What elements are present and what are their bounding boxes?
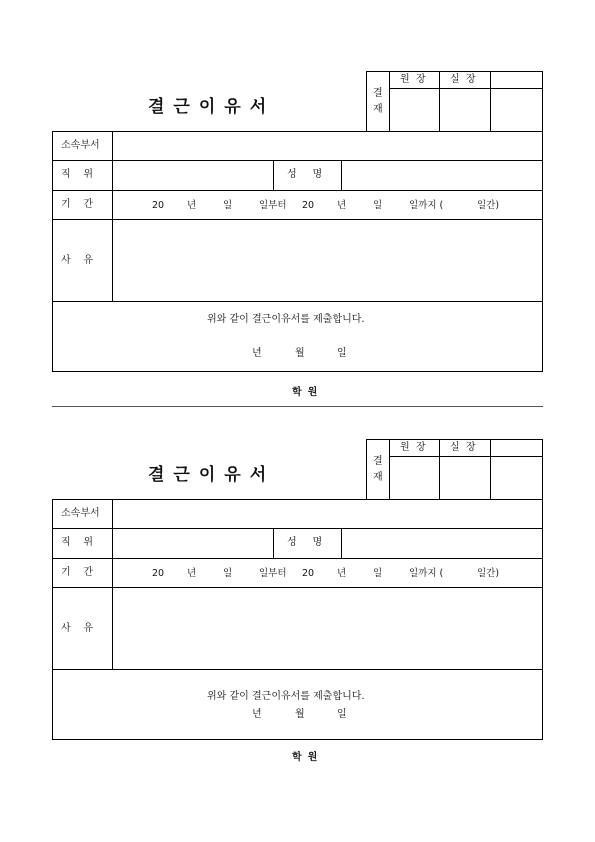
approval-left-border xyxy=(366,71,367,131)
approval-label-jae: 재 xyxy=(373,104,383,115)
date-wol: 월 xyxy=(295,348,305,359)
sign-box-manager[interactable] xyxy=(440,457,490,499)
approval-top-border xyxy=(366,439,543,440)
date-nyeon: 년 xyxy=(252,709,262,720)
label-position: 직 위 xyxy=(61,537,94,548)
period-year-1: 20 xyxy=(152,200,165,211)
label-department: 소속부서 xyxy=(61,508,100,519)
sign-box-extra[interactable] xyxy=(491,89,543,131)
absence-form-2 xyxy=(52,439,543,769)
absence-form-1 xyxy=(52,71,543,401)
date-wol: 월 xyxy=(295,709,305,720)
period-nyeon-1: 년 xyxy=(187,568,197,579)
date-nyeon: 년 xyxy=(252,348,262,359)
period-ilkkaji: 일까지 ( xyxy=(409,200,444,211)
date-il: 일 xyxy=(337,709,347,720)
name-divider xyxy=(273,528,274,558)
period-ilgan: 일간) xyxy=(477,568,500,579)
label-reason: 사 유 xyxy=(61,623,94,634)
name-field[interactable] xyxy=(342,161,542,190)
table-left-border xyxy=(52,499,53,740)
approval-label-gyeol: 결 xyxy=(373,456,383,467)
label-period: 기 간 xyxy=(61,567,94,578)
label-reason: 사 유 xyxy=(61,255,94,266)
period-year-2: 20 xyxy=(302,200,315,211)
reason-field[interactable] xyxy=(113,220,542,301)
approval-header-manager: 실 장 xyxy=(450,442,476,453)
sign-box-manager[interactable] xyxy=(440,89,490,131)
position-field[interactable] xyxy=(113,529,273,558)
reason-field[interactable] xyxy=(113,588,542,669)
period-ilbuteo: 일부터 xyxy=(259,568,287,579)
label-position: 직 위 xyxy=(61,169,94,180)
label-name: 성 명 xyxy=(287,537,323,548)
period-ilbuteo: 일부터 xyxy=(259,200,287,211)
table-right-border xyxy=(542,71,543,372)
row-line xyxy=(52,669,543,670)
period-il-2: 일 xyxy=(373,200,383,211)
form-title: 결근이유서 xyxy=(148,465,276,485)
approval-top-border xyxy=(366,71,543,72)
row-line xyxy=(52,301,543,302)
approval-left-border xyxy=(366,439,367,499)
row-line xyxy=(52,190,543,191)
period-nyeon-2: 년 xyxy=(337,200,347,211)
approval-header-manager: 실 장 xyxy=(450,74,476,85)
sign-box-director[interactable] xyxy=(390,457,439,499)
date-il: 일 xyxy=(337,348,347,359)
statement-text: 위와 같이 결근이유서를 제출합니다. xyxy=(207,314,365,325)
period-ilkkaji: 일까지 ( xyxy=(409,568,444,579)
department-field[interactable] xyxy=(113,132,542,160)
sign-box-director[interactable] xyxy=(390,89,439,131)
label-period: 기 간 xyxy=(61,199,94,210)
table-bottom-border xyxy=(52,739,543,740)
form-title: 결근이유서 xyxy=(148,97,276,117)
period-year-2: 20 xyxy=(302,568,315,579)
period-il-1: 일 xyxy=(223,200,233,211)
period-nyeon-2: 년 xyxy=(337,568,347,579)
name-divider xyxy=(273,160,274,190)
table-right-border xyxy=(542,439,543,740)
form-separator xyxy=(52,406,543,407)
period-ilgan: 일간) xyxy=(477,200,500,211)
school-name: 학원 xyxy=(292,752,324,763)
position-field[interactable] xyxy=(113,161,273,190)
statement-text: 위와 같이 결근이유서를 제출합니다. xyxy=(207,691,365,702)
school-name: 학원 xyxy=(292,387,324,398)
period-il-1: 일 xyxy=(223,568,233,579)
label-department: 소속부서 xyxy=(61,140,100,151)
approval-label-gyeol: 결 xyxy=(373,88,383,99)
department-field[interactable] xyxy=(113,500,542,528)
approval-label-jae: 재 xyxy=(373,472,383,483)
approval-header-director: 원 장 xyxy=(400,442,426,453)
period-year-1: 20 xyxy=(152,568,165,579)
table-bottom-border xyxy=(52,371,543,372)
period-il-2: 일 xyxy=(373,568,383,579)
name-field[interactable] xyxy=(342,529,542,558)
sign-box-extra[interactable] xyxy=(491,457,543,499)
table-left-border xyxy=(52,131,53,372)
label-name: 성 명 xyxy=(287,169,323,180)
approval-header-director: 원 장 xyxy=(400,74,426,85)
row-line xyxy=(52,558,543,559)
period-nyeon-1: 년 xyxy=(187,200,197,211)
